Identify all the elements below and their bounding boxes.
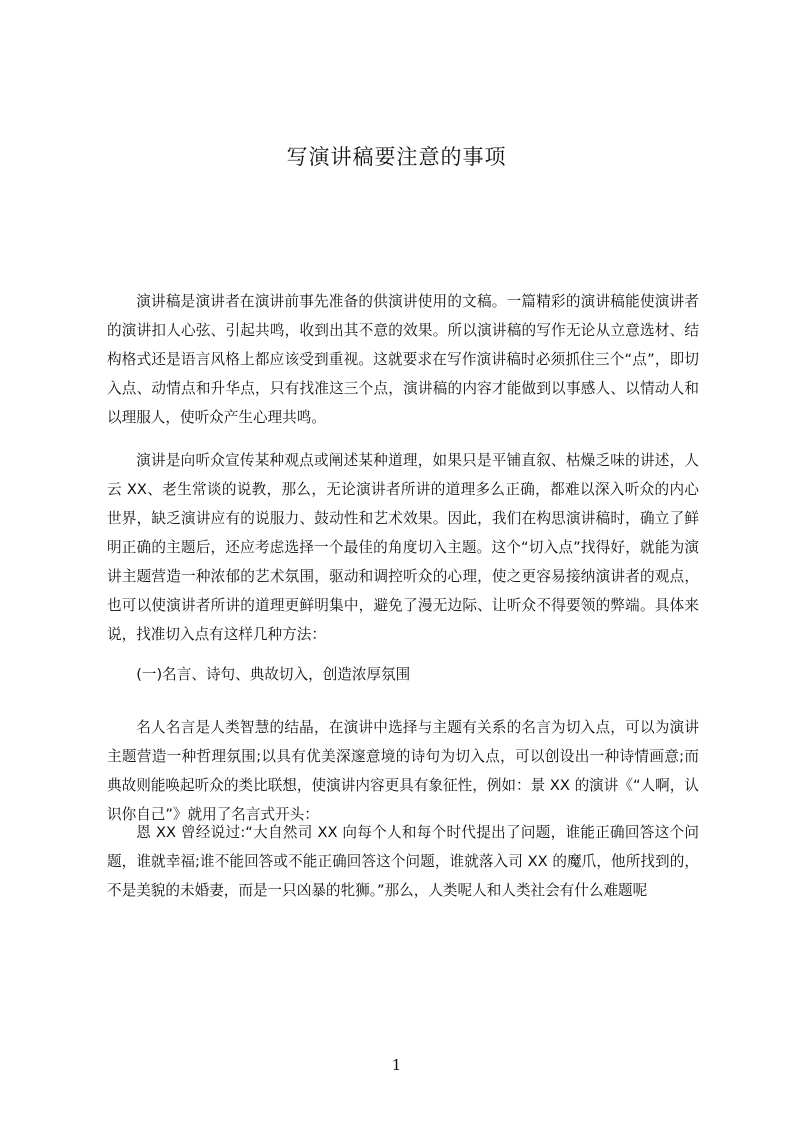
paragraph-example: 恩 XX 曾经说过:“大自然司 XX 向每个人和每个时代提出了问题，谁能正确回答这个问题，谁就幸福;谁不能回答或不能正确回答这个问题，谁就落入司 XX 的魔爪，他所找到的，不是美貌的未婚妻，而是一只凶暴的牝狮。”那么，人类呢人和人类社会有什么难题呢 [107,824,699,899]
page-number: 1 [391,1056,402,1074]
section-heading: (一)名言、诗句、典故切入，创造浓厚氛围 [136,666,411,683]
page-title: 写演讲稿要注意的事项 [286,145,507,169]
paragraph-quotes: 名人名言是人类智慧的结晶，在演讲中选择与主题有关系的名言为切入点，可以为演讲主题营造一种哲理氛围;以具有优美深邃意境的诗句为切入点，可以创设出一种诗情画意;而典故则能唤起听众的类比联想，使演讲内容更具有象征性，例如：景 XX 的演讲《“人啊，认识你自己”》就用了名言式开头： [107,719,699,823]
paragraph-intro: 演讲稿是演讲者在演讲前事先准备的供演讲使用的文稿。一篇精彩的演讲稿能使演讲者的演讲扣人心弦、引起共鸣，收到出其不意的效果。所以演讲稿的写作无论从立意选材、结构格式还是语言风格上都应该受到重视。这就要求在写作演讲稿时必须抓住三个“点”，即切入点、动情点和升华点，只有找准这三个点，演讲稿的内容才能做到以事感人、以情动人和以理服人，使听众产生心理共鸣。 [107,293,699,426]
paragraph-entry-point: 演讲是向听众宣传某种观点或阐述某种道理，如果只是平铺直叙、枯燥乏味的讲述，人云 XX、老生常谈的说教，那么，无论演讲者所讲的道理多么正确，都难以深入听众的内心世界，缺乏演讲应有的说服力、鼓动性和艺术效果。因此，我们在构思演讲稿时，确立了鲜明正确的主题后，还应考虑选择一个最佳的角度切入主题。这个“切入点”找得好，就能为演讲主题营造一种浓郁的艺术氛围，驱动和调控听众的心理，使之更容易接纳演讲者的观点，也可以使演讲者所讲的道理更鲜明集中，避免了漫无边际、让听众不得要领的弊端。具体来说，找准切入点有这样几种方法： [107,452,699,643]
